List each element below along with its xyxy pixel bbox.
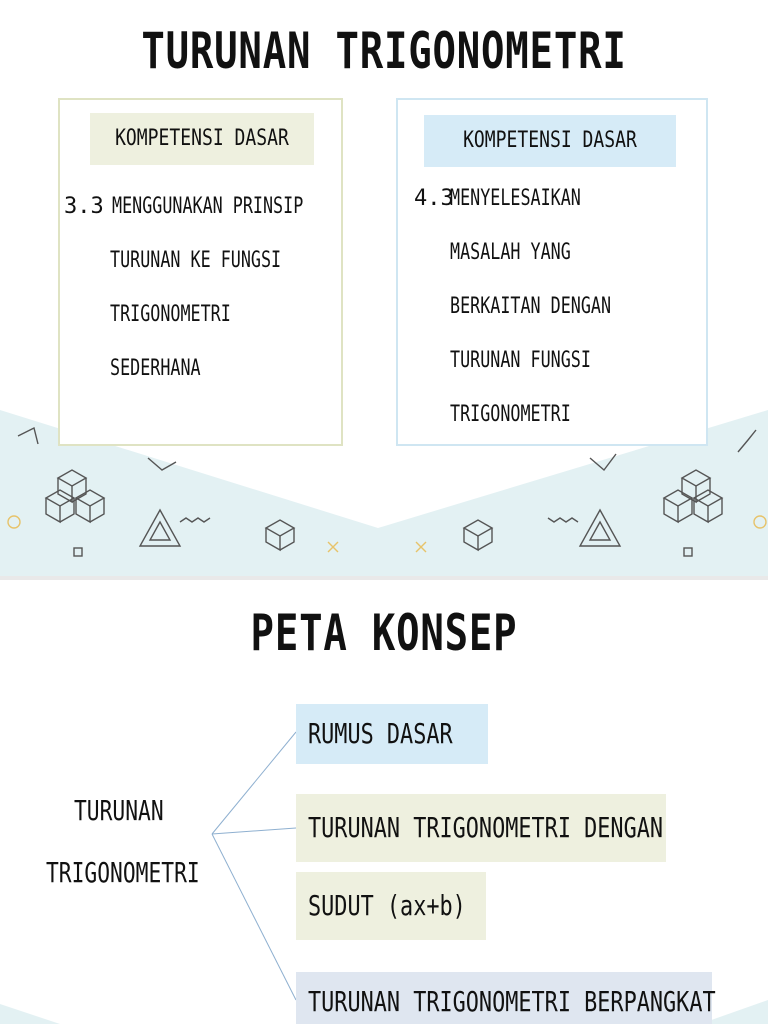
- kd-line: BERKAITAN DENGAN: [450, 294, 612, 319]
- slide-title: TURUNAN TRIGONOMETRI: [141, 22, 627, 80]
- concept-node-sudut-continued: SUDUT (ax+b): [296, 872, 486, 940]
- kd-number: 4.3: [414, 186, 454, 211]
- kompetensi-header: KOMPETENSI DASAR: [90, 113, 314, 165]
- concept-node-sudut: TURUNAN TRIGONOMETRI DENGAN: [296, 794, 666, 862]
- concept-node-rumus-dasar: RUMUS DASAR: [296, 704, 488, 764]
- kompetensi-header: KOMPETENSI DASAR: [424, 115, 676, 167]
- kd-line: MENYELESAIKAN: [450, 186, 581, 211]
- root-concept-line: TRIGONOMETRI: [46, 856, 200, 889]
- kompetensi-card-3-3: [58, 98, 343, 446]
- kd-line: MENGGUNAKAN PRINSIP: [112, 194, 304, 219]
- kd-line: TRIGONOMETRI: [450, 402, 571, 427]
- kd-line: MASALAH YANG: [450, 240, 571, 265]
- slide-title: PETA KONSEP: [250, 604, 518, 662]
- kd-line: SEDERHANA: [110, 356, 201, 381]
- kompetensi-card-4-3: [396, 98, 708, 446]
- kd-number: 3.3: [64, 194, 104, 219]
- slide-peta-konsep: [0, 580, 768, 1024]
- root-concept-line: TURUNAN: [74, 794, 164, 827]
- kd-line: TURUNAN KE FUNGSI: [110, 248, 282, 273]
- concept-node-berpangkat: TURUNAN TRIGONOMETRI BERPANGKAT: [296, 972, 712, 1024]
- kd-line: TURUNAN FUNGSI: [450, 348, 591, 373]
- kd-line: TRIGONOMETRI: [110, 302, 231, 327]
